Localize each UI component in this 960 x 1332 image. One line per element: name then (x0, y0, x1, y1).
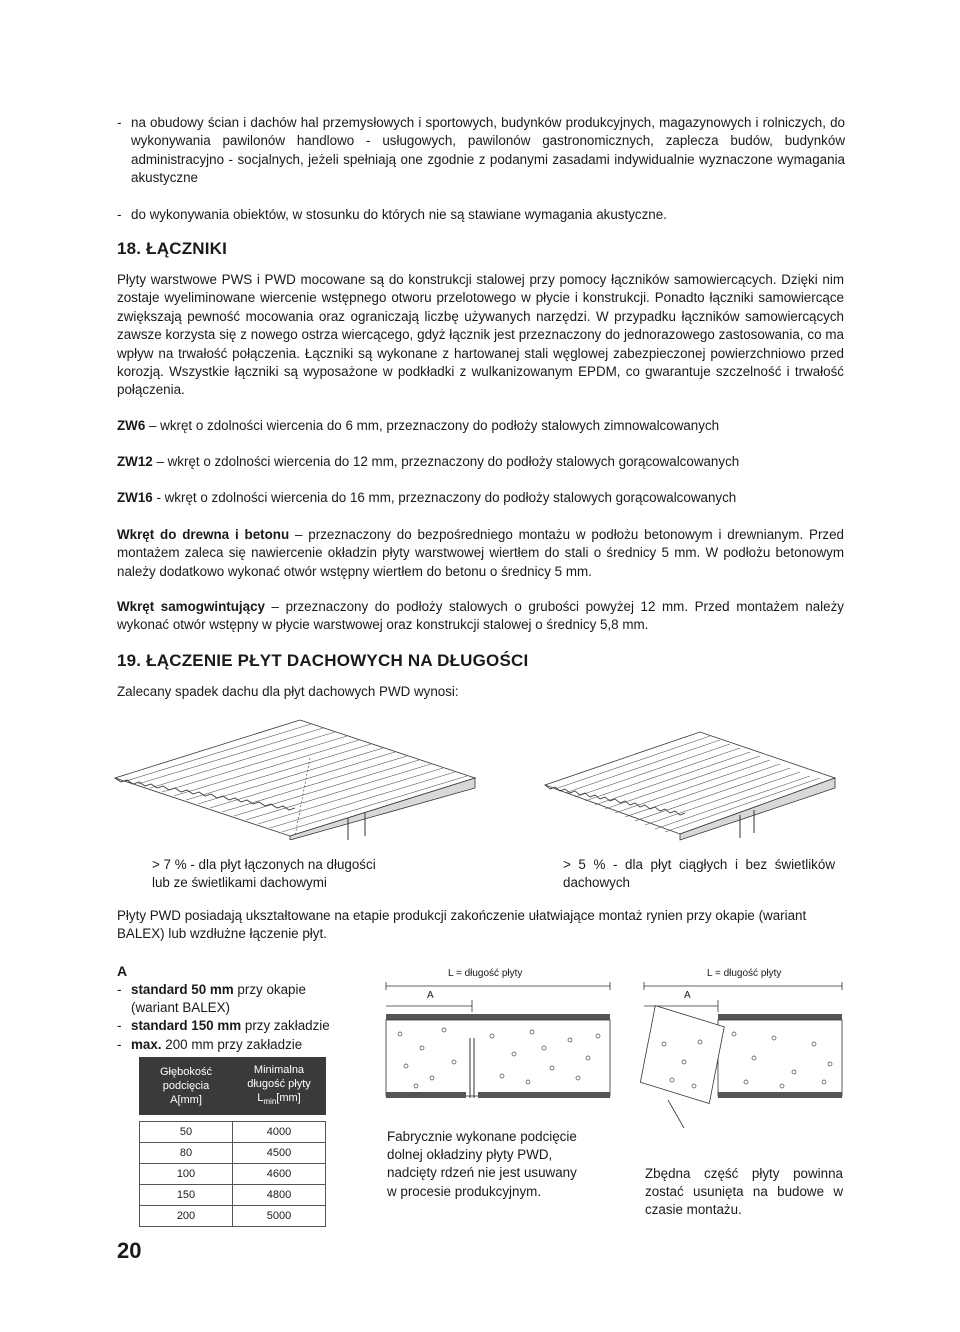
zw12-line (117, 453, 844, 471)
section-18-body: Płyty warstwowe PWS i PWD mocowane są do konstrukcji stalowej przy pomocy łączników samowiercących. Dzięki nim zostaje wyeliminowane wiercenie wstępnego otworu przelotowego w płycie i konstrukcji. Ponadto łączniki samowiercące zwiększają pewność mocowania oraz ograniczają liczbę używanych narzędzi. W przypadku łączników samowiercących zawsze korzysta się z nowego ostrza wiercącego, gdyż łącznik jest przeznaczony do jednorazowego zastosowania, co ma wpływ na trwałość połączenia. Łączniki są wykonane z hartowanej stali węglowej zabezpieczonej powierzchniowo przed korozją. Wszystkie łączniki są wyposażone w podkładki z wulkanizowanym EPDM, co gwarantuje szczelność i trwałość połączenia. (117, 272, 844, 398)
table-row: 100 4600 (140, 1164, 326, 1185)
section-19-title: 19. ŁĄCZENIE PŁYT DACHOWYCH NA DŁUGOŚCI (117, 651, 529, 670)
diagram-middle-a-label: A (427, 990, 434, 1001)
zw6-text: – wkręt o zdolności wiercenia do 6 mm, przeznaczony do podłoży stalowych zimnowalcowanych (145, 418, 720, 433)
zw6-line (117, 417, 844, 435)
panel-remove-diagram (624, 978, 848, 1128)
caption-middle: Fabrycznie wykonane podcięcie dolnej okładziny płyty PWD, nadcięty rdzeń nie jest usuwany w procesie produkcyjnym. (387, 1129, 577, 1199)
intro-bullet-1: - na obudowy ścian i dachów hal przemysłowych i sportowych, budynków produkcyjnych, magazynowych i rolniczych, do wykonywania pawilonów handlowo - usługowych, pawilonów gastronomicznych, zaplecza budów, budynków administracyjno - socjalnych, jeżeli spełniają one zgodnie z podanymi zasadami indywidualnie wyznaczone wymagania akustyczne (117, 115, 845, 186)
a-list-item: - standard 150 mm przy zakładzie (117, 1018, 330, 1034)
zw16-label: ZW16 (117, 490, 153, 505)
table-row: 200 5000 (140, 1206, 326, 1227)
a-list-item: - standard 50 mm przy okapie (wariant BALEX) (117, 982, 306, 1016)
table-header-min-length: Minimalna długość płyty $L_{min}[mm]$ (233, 1058, 326, 1115)
roof-joined-illustration (110, 718, 480, 840)
slope-left-caption: > 7 % - dla płyt łączonych na długości lub ze świetlikami dachowymi (152, 857, 376, 891)
wood-screw-paragraph (117, 526, 844, 581)
zw12-label: ZW12 (117, 454, 153, 469)
a-heading: A (117, 963, 128, 979)
wood-screw-text: – przeznaczony do bezpośredniego montażu w podłożu betonowym i drewnianym. Przed montażem zaleca się nawiercenie okładzin płyty warstwowej wiertłem do stali o średnicy 5 mm. W podłożu betonowym należy dodatkowo wykonać otwór wstępny wiertłem do betonu o średnicy 5 mm. (117, 527, 844, 579)
zw16-text: - wkręt o zdolności wiercenia do 16 mm, przeznaczony do podłoży stalowych gorącowalcowanych (152, 490, 737, 505)
self-tapping-label: Wkręt samogwintujący (117, 599, 265, 614)
table-row: 50 4000 (140, 1122, 326, 1143)
zw6-label: ZW6 (117, 418, 146, 433)
a-list-item: - max. 200 mm przy zakładzie (117, 1036, 303, 1052)
self-tapping-text: – przeznaczony do podłoży stalowych o grubości powyżej 12 mm. Przed montażem należy wykonać otwór wstępny w płycie warstwowej oraz konstrukcji stalowej o średnicy 5,8 mm. (117, 599, 844, 633)
diagram-right-a-label: A (684, 990, 691, 1001)
cut-depth-table (139, 1057, 326, 1227)
slope-right-caption: > 5 % - dla płyt ciągłych i bez świetlików dachowych (563, 857, 835, 891)
profile-text: Płyty PWD posiadają ukształtowane na etapie produkcji zakończenie ułatwiające montaż rynien przy okapie (wariant BALEX) lub wzdłużne łączenie płyt. (117, 908, 807, 942)
slope-intro: Zalecany spadek dachu dla płyt dachowych PWD wynosi: (117, 684, 459, 699)
zw12-text: – wkręt o zdolności wiercenia do 12 mm, przeznaczony do podłoży stalowych gorącowalcowanych (152, 454, 740, 469)
diagram-middle-length-label: L = długość płyty (448, 968, 523, 979)
wood-screw-label: Wkręt do drewna i betonu (117, 527, 290, 542)
intro-bullet-2: - do wykonywania obiektów, w stosunku do których nie są stawiane wymagania akustyczne. (117, 207, 667, 222)
roof-continuous-illustration (540, 730, 840, 842)
caption-right: Zbędna część płyty powinna zostać usunięta na budowe w czasie montażu. (645, 1166, 843, 1218)
table-row: 80 4500 (140, 1143, 326, 1164)
self-tapping-paragraph (117, 598, 844, 635)
zw16-line (117, 489, 844, 507)
section-18-title: 18. ŁĄCZNIKI (117, 239, 228, 258)
table-row: 150 4800 (140, 1185, 326, 1206)
panel-cut-diagram (382, 978, 614, 1108)
page-number: 20 (117, 1238, 142, 1263)
diagram-right-length-label: L = długość płyty (707, 968, 782, 979)
a-list (117, 981, 367, 1054)
table-header-depth: Głębokość podcięcia A[mm] (140, 1058, 233, 1115)
